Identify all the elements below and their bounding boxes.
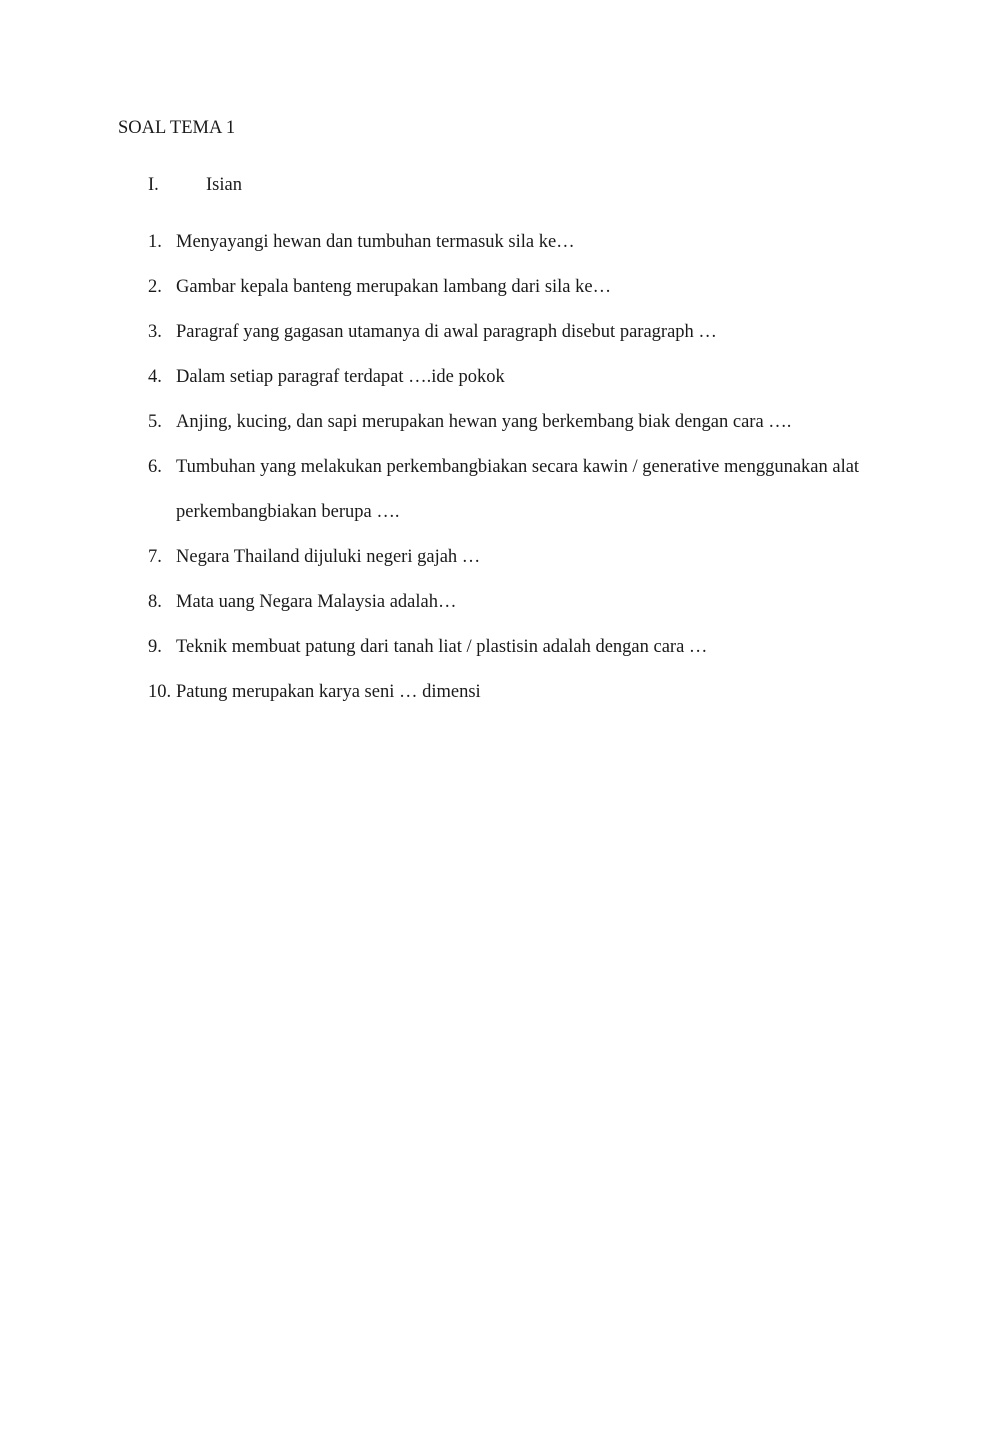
section-label: Isian [206,175,242,195]
question-item [148,220,888,265]
question-item [148,580,888,625]
section-number: I. [148,175,159,195]
question-text: Gambar kepala banteng merupakan lambang dari sila ke… [176,277,612,297]
question-item [148,355,888,400]
question-text: Menyayangi hewan dan tumbuhan termasuk sila ke… [176,232,575,252]
question-number: 9. [148,637,162,657]
question-item [148,625,888,670]
question-text: Teknik membuat patung dari tanah liat / plastisin adalah dengan cara … [176,637,708,657]
question-number: 4. [148,367,162,387]
question-number: 2. [148,277,162,297]
question-number: 7. [148,547,162,567]
question-item [148,670,888,715]
question-item [148,400,888,445]
question-number: 6. [148,457,162,477]
document-title: SOAL TEMA 1 [118,118,236,138]
question-number: 3. [148,322,162,342]
question-number: 1. [148,232,162,252]
question-text: Paragraf yang gagasan utamanya di awal paragraph disebut paragraph … [176,322,717,342]
question-text: Anjing, kucing, dan sapi merupakan hewan yang berkembang biak dengan cara …. [176,412,792,432]
question-text: Tumbuhan yang melakukan perkembangbiakan secara kawin / generative menggunakan alat perkembangbiakan berupa …. [176,457,860,522]
section-heading [148,175,242,196]
question-text: Negara Thailand dijuluki negeri gajah … [176,547,481,567]
question-item [148,535,888,580]
question-list [148,220,888,715]
question-item [148,310,888,355]
question-text: Patung merupakan karya seni … dimensi [176,682,481,702]
question-text: Mata uang Negara Malaysia adalah… [176,592,457,612]
question-number: 8. [148,592,162,612]
question-item [148,265,888,310]
question-item [148,445,888,535]
question-number: 10. [148,682,172,702]
question-number: 5. [148,412,162,432]
question-text: Dalam setiap paragraf terdapat ….ide pokok [176,367,505,387]
